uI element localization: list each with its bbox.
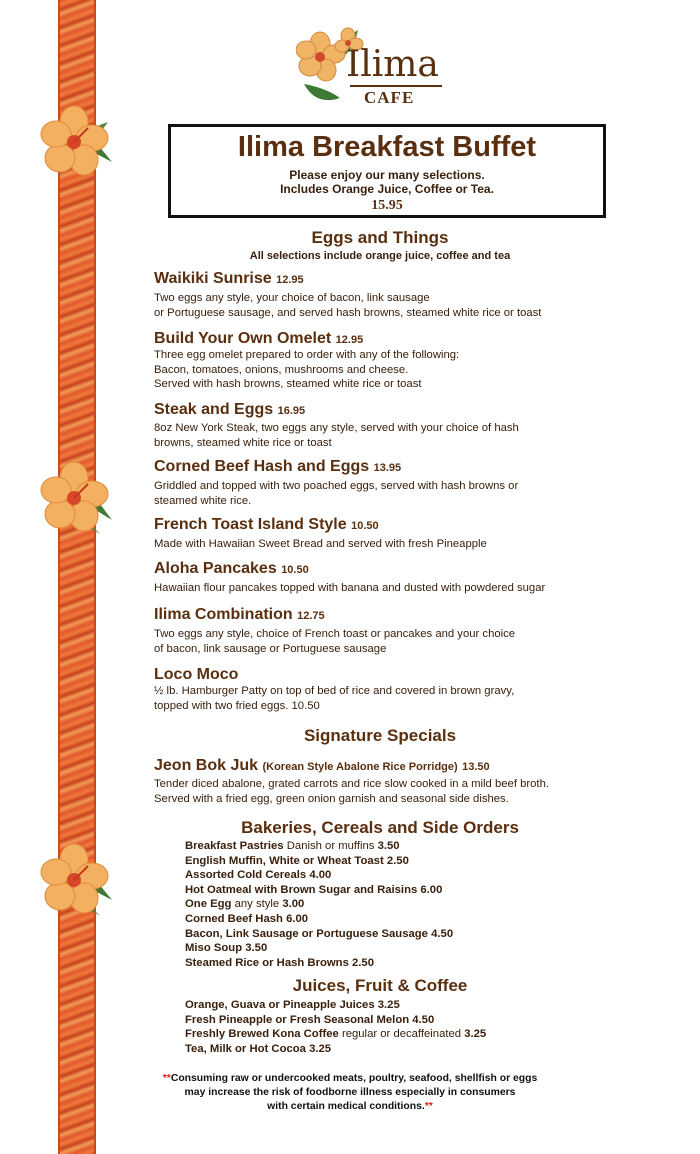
hibiscus-flower-icon: [34, 838, 114, 918]
list-item: Tea, Milk or Hot Cocoa 3.25: [185, 1042, 332, 1055]
menu-item-desc: Hawaiian flour pancakes topped with banana and dusted with powdered sugar: [154, 582, 546, 594]
list-item: One Egg any style 3.00: [185, 898, 305, 911]
menu-item-price: 13.50: [462, 761, 490, 773]
logo-underline: [350, 85, 442, 87]
juices-list: [185, 998, 486, 1056]
buffet-line-1: Please enjoy our many selections.: [289, 168, 485, 182]
menu-item-desc: Three egg omelet prepared to order with any of the following: Bacon, tomatoes, onions, mushrooms and cheese. Served with hash browns, steamed white rice or toast: [154, 349, 460, 390]
list-item: Hot Oatmeal with Brown Sugar and Raisins 6.00: [185, 883, 443, 896]
list-item: Bacon, Link Sausage or Portuguese Sausage 4.50: [185, 927, 454, 940]
menu-item-price: 16.95: [277, 405, 306, 417]
logo-name: Ilima: [346, 44, 439, 85]
section-heading-bakeries: Bakeries, Cereals and Side Orders: [241, 818, 519, 837]
list-item: Miso Soup 3.50: [185, 942, 268, 955]
menu-item-price: 10.50: [281, 564, 309, 576]
menu-item-price: 12.95: [276, 274, 304, 286]
menu-item-desc: Two eggs any style, choice of French toast or pancakes and your choice of bacon, link sausage or Portuguese sausage: [154, 628, 516, 655]
menu-item-desc: ½ lb. Hamburger Patty on top of bed of rice and covered in brown gravy, topped with two fried eggs. 10.50: [154, 685, 515, 712]
list-item: Corned Beef Hash 6.00: [185, 912, 309, 925]
hibiscus-flower-icon: [34, 100, 114, 180]
menu-item-name: Loco Moco: [154, 666, 239, 683]
menu-item-name: French Toast Island Style 10.50: [154, 516, 379, 533]
section-heading-juices: Juices, Fruit & Coffee: [292, 976, 468, 995]
section-note-eggs: All selections include orange juice, coffee and tea: [249, 250, 511, 262]
menu-item-name: Waikiki Sunrise 12.95: [154, 270, 304, 287]
menu-item-desc: Griddled and topped with two poached eggs, served with hash browns or steamed white rice.: [154, 480, 519, 507]
menu-item-desc: Two eggs any style, your choice of bacon, link sausage or Portuguese sausage, and served hash browns, steamed white rice or toast: [154, 292, 542, 319]
menu-item-price: 13.95: [373, 462, 402, 474]
asterisk-marker: **: [424, 1101, 433, 1112]
list-item: English Muffin, White or Wheat Toast 2.50: [185, 854, 409, 867]
logo-subtitle: CAFE: [364, 88, 415, 107]
menu-item-desc: Made with Hawaiian Sweet Bread and served with fresh Pineapple: [154, 538, 487, 550]
list-item: Freshly Brewed Kona Coffee regular or decaffeinated 3.25: [185, 1028, 487, 1041]
menu-item-name: Corned Beef Hash and Eggs 13.95: [154, 458, 402, 475]
menu-item-desc: Tender diced abalone, grated carrots and rice slow cooked in a mild beef broth. Served with a fried egg, green onion garnish and seasonal side dishes.: [154, 778, 549, 805]
hibiscus-flower-icon: [34, 456, 114, 536]
buffet-line-2: Includes Orange Juice, Coffee or Tea.: [280, 182, 494, 196]
menu-item-desc: 8oz New York Steak, two eggs any style, served with your choice of hash browns, steamed white rice or toast: [154, 422, 519, 449]
menu-item-price: 12.75: [297, 610, 325, 622]
menu-item-name: Jeon Bok Juk (Korean Style Abalone Rice Porridge) 13.50: [154, 757, 490, 774]
list-item: Orange, Guava or Pineapple Juices 3.25: [185, 999, 400, 1011]
list-item: Breakfast Pastries Danish or muffins 3.50: [185, 840, 400, 852]
buffet-price: 15.95: [371, 198, 403, 213]
food-safety-disclaimer: **Consuming raw or undercooked meats, poultry, seafood, shellfish or eggs may increase the risk of foodborne illness especially in consumers with certain medical conditions.**: [162, 1073, 538, 1112]
section-heading-signature: Signature Specials: [303, 726, 457, 745]
menu-item-price: 10.50: [351, 520, 379, 532]
list-item: Steamed Rice or Hash Browns 2.50: [185, 956, 374, 969]
menu-item-name: Build Your Own Omelet 12.95: [154, 330, 364, 347]
buffet-box: [168, 124, 606, 218]
section-heading-eggs: Eggs and Things: [311, 228, 449, 247]
bakeries-list: [185, 839, 453, 970]
menu-item-price: 12.95: [335, 334, 364, 346]
list-item: Assorted Cold Cereals 4.00: [185, 869, 332, 882]
menu-item-name: Ilima Combination 12.75: [154, 606, 325, 623]
buffet-title: Ilima Breakfast Buffet: [237, 131, 537, 163]
menu-item-subtitle: (Korean Style Abalone Rice Porridge): [262, 761, 458, 773]
asterisk-marker: **: [162, 1073, 171, 1084]
menu-item-name: Steak and Eggs 16.95: [154, 401, 306, 418]
list-item: Fresh Pineapple or Fresh Seasonal Melon 4.50: [185, 1013, 435, 1026]
menu-item-name: Aloha Pancakes 10.50: [154, 560, 309, 577]
